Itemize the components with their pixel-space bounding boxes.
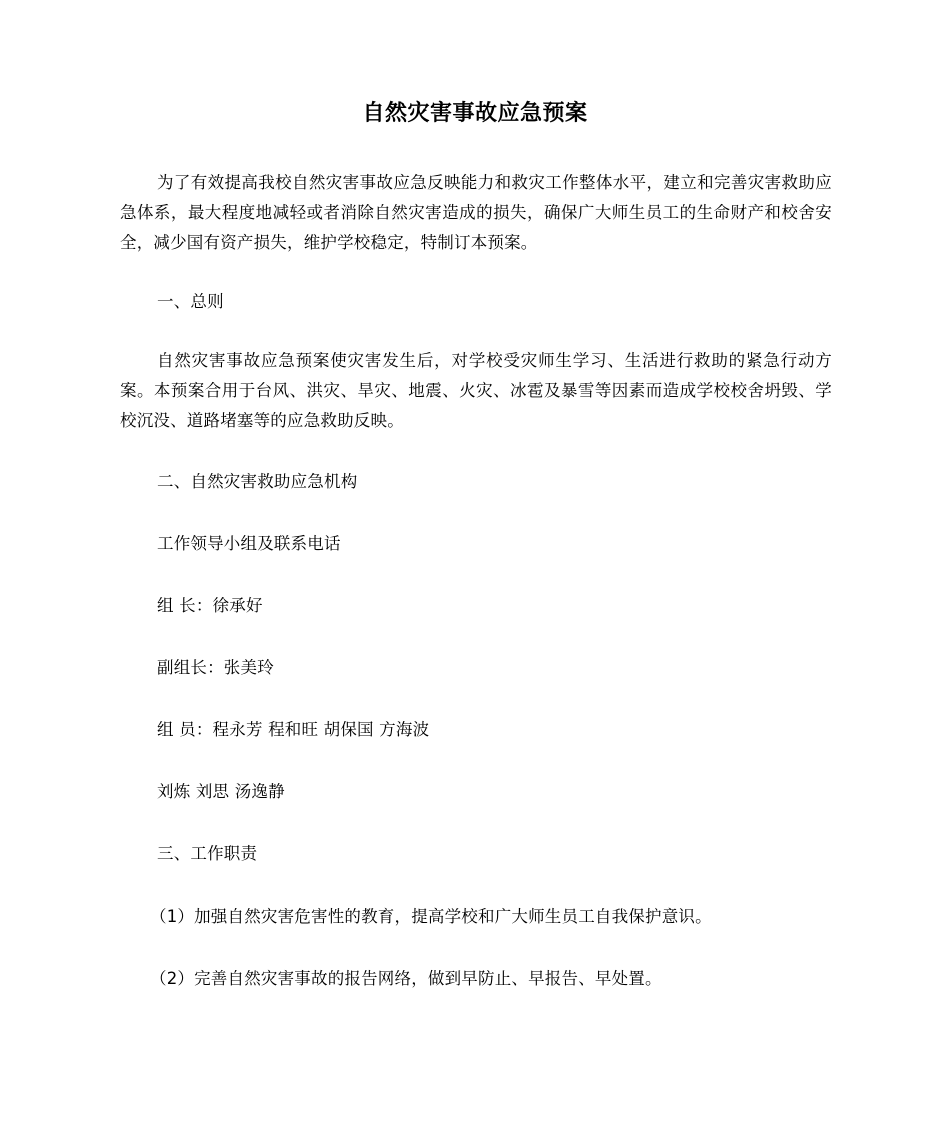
members-continued-line: 刘炼 刘思 汤逸静 — [157, 782, 285, 801]
document-title: 自然灾害事故应急预案 — [362, 101, 588, 126]
general-paragraph: 自然灾害事故应急预案使灾害发生后，对学校受灾师生学习、生活进行救助的紧急行动方案。本预案合用于台风、洪灾、旱灾、地震、火灾、冰雹及暴雪等因素而造成学校校舍坍毁、学校沉没、道路堵塞等的应急救助反映。 — [120, 351, 832, 430]
intro-paragraph: 为了有效提高我校自然灾害事故应急反映能力和救灾工作整体水平，建立和完善灾害救助应急体系，最大程度地减轻或者消除自然灾害造成的损失，确保广大师生员工的生命财产和校舍安全，减少国有资产损失，维护学校稳定，特制订本预案。 — [120, 173, 832, 252]
members-line: 组 员：程永芳 程和旺 胡保国 方海波 — [157, 720, 430, 739]
section-heading-duties: 三、工作职责 — [157, 844, 258, 863]
duty-item-1: （1）加强自然灾害危害性的教育，提高学校和广大师生员工自我保护意识。 — [150, 907, 712, 926]
deputy-line: 副组长：张美玲 — [157, 658, 274, 677]
section-heading-general: 一、总则 — [157, 292, 224, 311]
duty-item-2: （2）完善自然灾害事故的报告网络，做到早防止、早报告、早处置。 — [150, 969, 662, 988]
leader-line: 组 长：徐承好 — [157, 596, 263, 615]
section-heading-organization: 二、自然灾害救助应急机构 — [157, 472, 358, 491]
group-title: 工作领导小组及联系电话 — [157, 534, 341, 553]
